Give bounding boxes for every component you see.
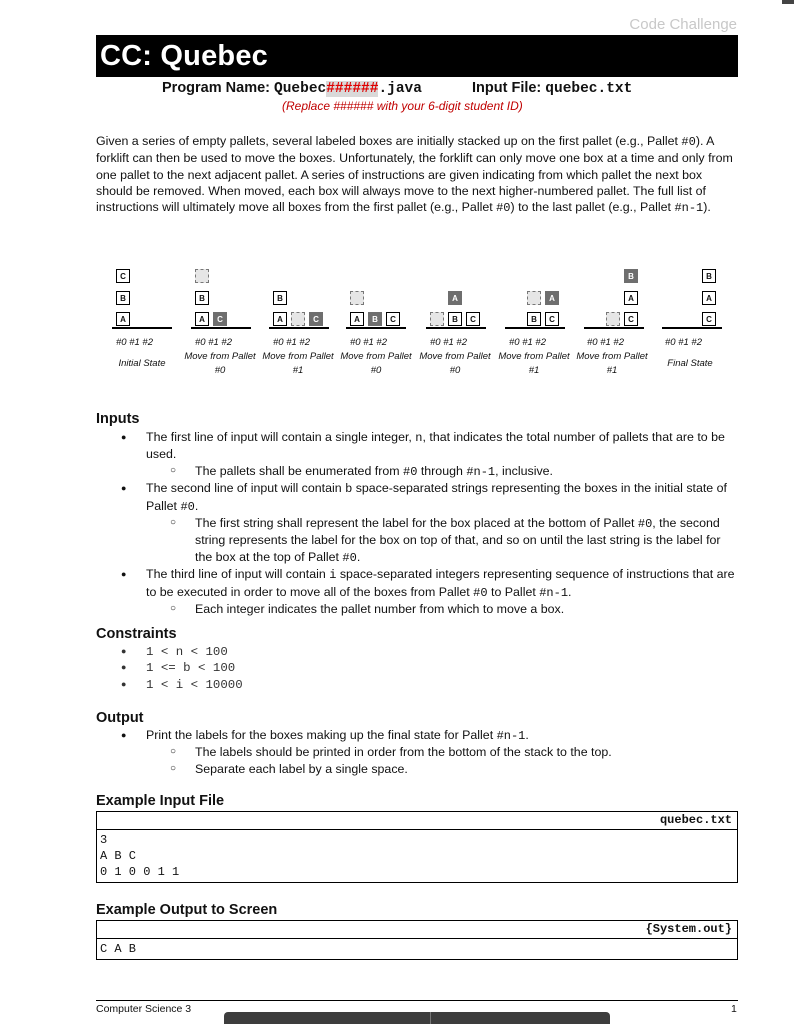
program-name-ext: .java xyxy=(378,81,422,97)
pallet-floor xyxy=(426,327,486,329)
intro-code-1: #0 xyxy=(681,135,696,149)
pallet-labels: #0 #1 #2 xyxy=(116,337,153,348)
caption-step-3: Move from Pallet #0 xyxy=(340,351,412,376)
example-output-target: {System.out} xyxy=(97,921,737,939)
code: #0 xyxy=(180,499,195,514)
box-c: C xyxy=(545,312,559,326)
footer-divider xyxy=(96,1000,738,1001)
input-subitem-3: ○ Each integer indicates the pallet number from which to move a box. xyxy=(96,601,736,617)
box-b: B xyxy=(195,291,209,305)
box-c-moved: C xyxy=(213,312,227,326)
input-subitem-2 xyxy=(96,515,736,566)
text: The first line of input will contain a single integer, xyxy=(146,430,416,444)
box-b-moved: B xyxy=(368,312,382,326)
box-a-moved: A xyxy=(545,291,559,305)
text: , that indicates the total number of pallets that are to be used. xyxy=(146,430,725,462)
example-input-line: A B C xyxy=(100,849,137,863)
pallet-labels: #0 #1 #2 xyxy=(665,337,702,348)
code: #n-1 xyxy=(539,585,569,600)
student-id-placeholder: ###### xyxy=(326,81,379,97)
box-c: C xyxy=(116,269,130,283)
inputs-heading: Inputs xyxy=(96,411,140,427)
footer-course: Computer Science 3 xyxy=(96,1003,192,1015)
code: #0 xyxy=(403,464,418,479)
text: The second line of input will contain xyxy=(146,481,346,496)
text: . xyxy=(356,549,361,564)
output-heading: Output xyxy=(96,710,144,726)
viewer-toolbar[interactable] xyxy=(224,1012,610,1024)
page-number: 1 xyxy=(731,1003,737,1015)
example-output-line: C A B xyxy=(100,942,137,956)
replace-note: (Replace ###### with your 6-digit student ID) xyxy=(282,99,523,113)
box-a: A xyxy=(195,312,209,326)
input-item-2 xyxy=(96,480,736,515)
box-a: A xyxy=(702,291,716,305)
constraints-heading: Constraints xyxy=(96,626,177,642)
text: space-separated strings representing the boxes in the initial state of Pallet xyxy=(146,481,727,513)
pallet-labels: #0 #1 #2 xyxy=(273,337,310,348)
intro-text-4: ). xyxy=(703,200,711,215)
box-c: C xyxy=(624,312,638,326)
pallet-floor xyxy=(346,327,406,329)
pallet-floor xyxy=(191,327,251,329)
constraint-item: ● 1 < n < 100 xyxy=(96,644,736,660)
box-a: A xyxy=(350,312,364,326)
program-name-prefix: Quebec xyxy=(274,81,327,97)
pallet-labels: #0 #1 #2 xyxy=(430,337,467,348)
box-b: B xyxy=(448,312,462,326)
text: The first string shall represent the label for the box placed at the bottom of Pallet xyxy=(195,516,638,531)
box-a: A xyxy=(624,291,638,305)
box-b: B xyxy=(116,291,130,305)
code: n xyxy=(415,431,423,445)
text: Print the labels for the boxes making up the final state for Pallet xyxy=(146,728,497,742)
box-b: B xyxy=(527,312,541,326)
box-ghost xyxy=(195,269,209,283)
output-subitem-2: ○ Separate each label by a single space. xyxy=(96,761,736,777)
box-a: A xyxy=(116,312,130,326)
text: space-separated integers representing sequence of instructions that are to be executed in order to move all of the boxes from Pallet xyxy=(146,567,735,599)
intro-text-2: ). A forklift can then be used to move the boxes. Unfortunately, the forklift can only move one box at a time and only from one pallet to the next adjacent pallet. A series of instructions are given indicating from which pallet the next box should be removed. When moved, each box will always move to the next higher-numbered pallet. The full list of instructions will ultimately move all boxes from the first pallet (e.g., Pallet xyxy=(96,134,733,215)
page-title: CC: Quebec xyxy=(100,40,268,72)
box-ghost xyxy=(527,291,541,305)
box-ghost xyxy=(430,312,444,326)
caption-step-2: Move from Pallet #1 xyxy=(262,351,334,376)
example-input-heading-wrap xyxy=(96,793,224,809)
intro-code-2: #0 xyxy=(496,201,511,216)
caption-step-1: Move from Pallet #0 xyxy=(184,351,256,376)
code: b xyxy=(345,482,353,497)
text: to Pallet xyxy=(487,584,540,599)
example-input-box xyxy=(96,811,738,883)
box-b-moved: B xyxy=(624,269,638,283)
code: #0 xyxy=(342,550,357,565)
box-c-moved: C xyxy=(309,312,323,326)
caption-initial: Initial State xyxy=(118,358,166,369)
caption-step-6: Move from Pallet #1 xyxy=(576,351,648,376)
box-a: A xyxy=(273,312,287,326)
example-input-line: 3 xyxy=(100,833,108,847)
input-file-name: quebec.txt xyxy=(545,81,633,97)
box-c: C xyxy=(466,312,480,326)
code: #0 xyxy=(637,517,653,532)
output-section xyxy=(96,710,736,777)
caption-step-5: Move from Pallet #1 xyxy=(498,351,570,376)
example-output-heading-wrap xyxy=(96,902,277,918)
caption-step-4: Move from Pallet #0 xyxy=(419,351,491,376)
example-output-content xyxy=(97,939,737,959)
example-input-content xyxy=(97,830,737,882)
pallet-labels: #0 #1 #2 xyxy=(587,337,624,348)
example-input-line: 0 1 0 0 1 1 xyxy=(100,865,180,879)
code: #n-1 xyxy=(496,729,526,743)
code: #0 xyxy=(473,585,488,600)
text: , inclusive. xyxy=(495,463,553,478)
box-c: C xyxy=(702,312,716,326)
box-ghost xyxy=(606,312,620,326)
code: #n-1 xyxy=(466,464,496,479)
text: The third line of input will contain xyxy=(146,567,330,582)
output-item-1 xyxy=(96,727,736,744)
input-file-label: Input File: xyxy=(472,80,542,96)
intro-text-3: ) to the last pallet (e.g., Pallet xyxy=(510,200,675,215)
pallet-floor xyxy=(269,327,329,329)
pallet-floor xyxy=(662,327,722,329)
input-item-3 xyxy=(96,566,736,601)
intro-text-1: Given a series of empty pallets, several labeled boxes are initially stacked up on the first pallet (e.g., Pallet xyxy=(96,134,682,148)
text: . xyxy=(568,584,572,599)
program-name-label: Program Name: xyxy=(162,80,270,96)
pallet-floor xyxy=(584,327,644,329)
input-subitem-1 xyxy=(96,463,736,480)
constraints-section xyxy=(96,626,736,693)
box-ghost xyxy=(350,291,364,305)
text: . xyxy=(194,498,199,513)
box-c: C xyxy=(386,312,400,326)
pallet-labels: #0 #1 #2 xyxy=(509,337,546,348)
example-output-box xyxy=(96,920,738,960)
example-input-file: quebec.txt xyxy=(97,812,737,830)
example-output-heading: Example Output to Screen xyxy=(96,902,278,918)
pallet-diagram xyxy=(0,0,794,420)
output-subitem-1: ○ The labels should be printed in order from the bottom of the stack to the top. xyxy=(96,744,736,760)
example-input-heading: Example Input File xyxy=(96,793,225,809)
box-b: B xyxy=(702,269,716,283)
code: i xyxy=(329,568,337,583)
box-b: B xyxy=(273,291,287,305)
pallet-floor xyxy=(505,327,565,329)
text: The pallets shall be enumerated from xyxy=(195,463,403,478)
box-a-moved: A xyxy=(448,291,462,305)
header-tag: Code Challenge xyxy=(629,16,737,33)
constraint-item: ● 1 < i < 10000 xyxy=(96,677,736,693)
pallet-floor xyxy=(112,327,172,329)
text: , the second string represents the label for the box on top of that, and so on until the last string is the label for the box at the top of Pallet xyxy=(195,516,721,564)
pallet-labels: #0 #1 #2 xyxy=(195,337,232,348)
inputs-section xyxy=(96,411,736,617)
constraint-item: ● 1 <= b < 100 xyxy=(96,660,736,676)
box-ghost xyxy=(291,312,305,326)
caption-final: Final State xyxy=(667,358,713,369)
intro-code-3: #n-1 xyxy=(674,201,704,216)
text: . xyxy=(525,728,529,742)
pallet-labels: #0 #1 #2 xyxy=(350,337,387,348)
text: through xyxy=(417,463,467,478)
input-item-1 xyxy=(96,429,736,463)
